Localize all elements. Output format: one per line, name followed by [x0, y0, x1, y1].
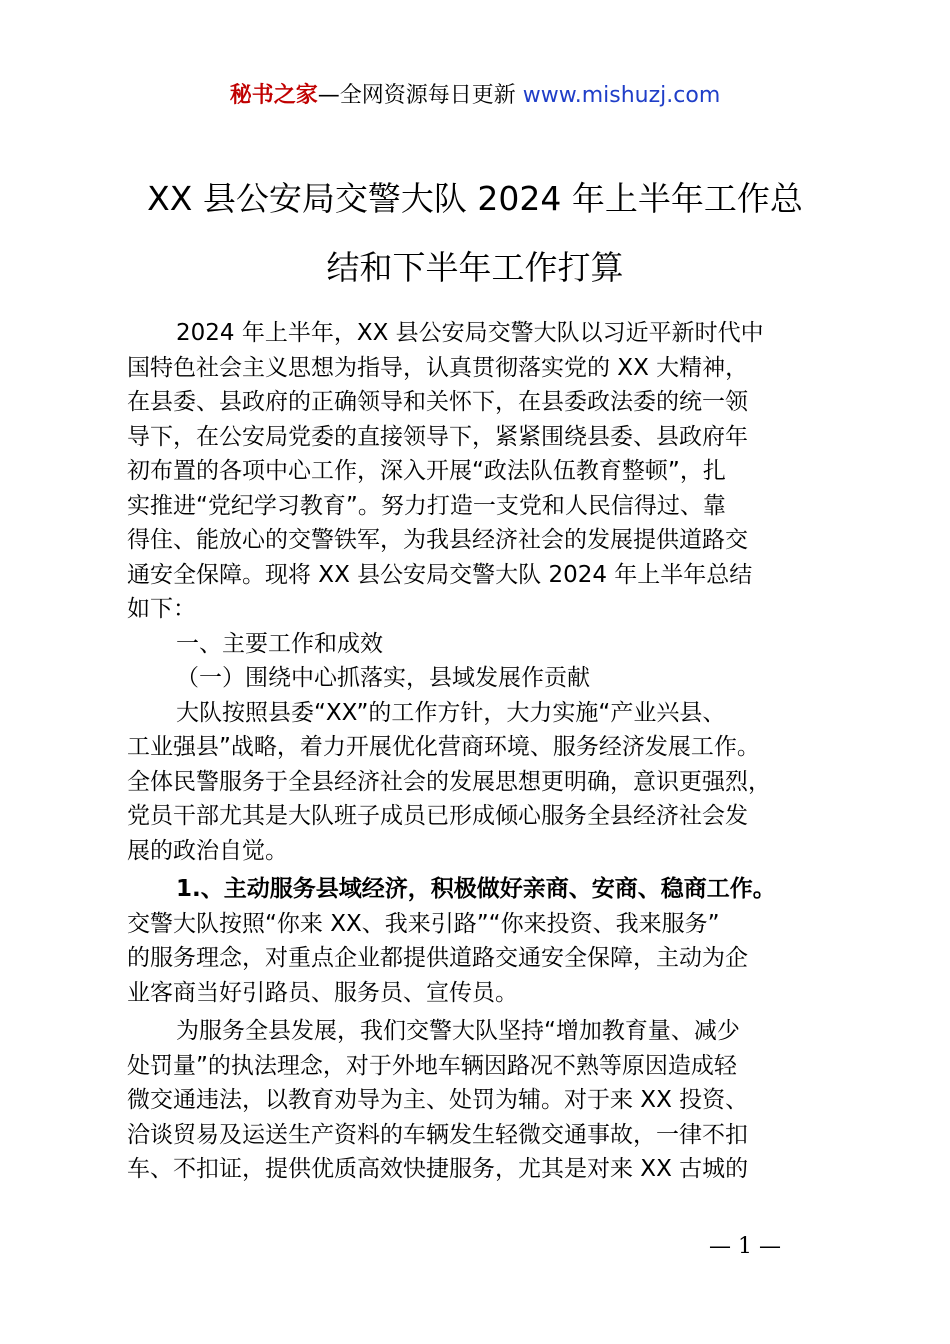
paragraph-line: 大队按照县委“XX”的工作方针，大力实施“产业兴县、: [176, 699, 726, 726]
site-banner: [0, 80, 950, 112]
paragraph-intro-line: 初布置的各项中心工作，深入开展“政法队伍教育整顿”，扎: [127, 458, 726, 484]
paragraph-intro-line: 2024 年上半年，XX 县公安局交警大队以习近平新时代中: [176, 320, 764, 346]
paragraph-line: 全体民警服务于全县经济社会的发展思想更明确，意识更强烈，: [127, 768, 771, 795]
paragraph-line: 洽谈贸易及运送生产资料的车辆发生轻微交通事故，一律不扣: [127, 1121, 748, 1148]
paragraph-line: 为服务全县发展，我们交警大队坚持“增加教育量、减少: [176, 1018, 740, 1044]
subsection-heading: （一）围绕中心抓落实，县域发展作贡献: [176, 665, 590, 691]
site-slogan: —全网资源每日更新: [317, 83, 516, 108]
document-title: [110, 164, 840, 302]
paragraph-line: 车、不扣证，提供优质高效快捷服务，尤其是对来 XX 古城的: [127, 1156, 749, 1182]
page-number: — 1 —: [709, 1234, 781, 1259]
site-brand: 秘书之家: [229, 83, 318, 108]
paragraph-line: 交警大队按照“你来 XX、我来引路”“你来投资、我来服务”: [127, 910, 720, 937]
paragraph-line: 处罚量”的执法理念，对于外地车辆因路况不熟等原因造成轻: [127, 1052, 737, 1079]
paragraph-intro-line: 通安全保障。现将 XX 县公安局交警大队 2024 年上半年总结: [127, 561, 753, 588]
item-heading-bold: 1.、主动服务县域经济，积极做好亲商、安商、稳商工作。: [176, 876, 776, 902]
paragraph-intro-line: 在县委、县政府的正确领导和关怀下，在县委政法委的统一领: [127, 389, 748, 415]
paragraph-line: 微交通违法，以教育劝导为主、处罚为辅。对于来 XX 投资、: [127, 1087, 749, 1113]
site-url-link[interactable]: www.mishuzj.com: [522, 83, 721, 108]
paragraph-line: 展的政治自觉。: [127, 837, 288, 864]
paragraph-intro-line: 导下，在公安局党委的直接领导下，紧紧围绕县委、县政府年: [127, 423, 748, 450]
paragraph-line: 的服务理念，对重点企业都提供道路交通安全保障，主动为企: [127, 945, 748, 971]
title-line-1: XX 县公安局交警大队 2024 年上半年工作总: [147, 179, 803, 218]
paragraph-line: 业客商当好引路员、服务员、宣传员。: [127, 979, 518, 1006]
paragraph-intro-line: 得住、能放心的交警铁军，为我县经济社会的发展提供道路交: [127, 527, 748, 553]
paragraph-line: 党员干部尤其是大队班子成员已形成倾心服务全县经济社会发: [127, 803, 748, 829]
section-heading: 一、主要工作和成效: [176, 630, 383, 657]
paragraph-line: 工业强县”战略，着力开展优化营商环境、服务经济发展工作。: [127, 734, 760, 760]
paragraph-intro-line: 如下：: [127, 596, 196, 622]
paragraph-intro-line: 国特色社会主义思想为指导，认真贯彻落实党的 XX 大精神，: [127, 354, 749, 381]
title-line-2: 结和下半年工作打算: [326, 248, 624, 287]
document-body: [127, 316, 843, 1187]
paragraph-intro-line: 实推进“党纪学习教育”。努力打造一支党和人民信得过、靠: [127, 492, 726, 519]
